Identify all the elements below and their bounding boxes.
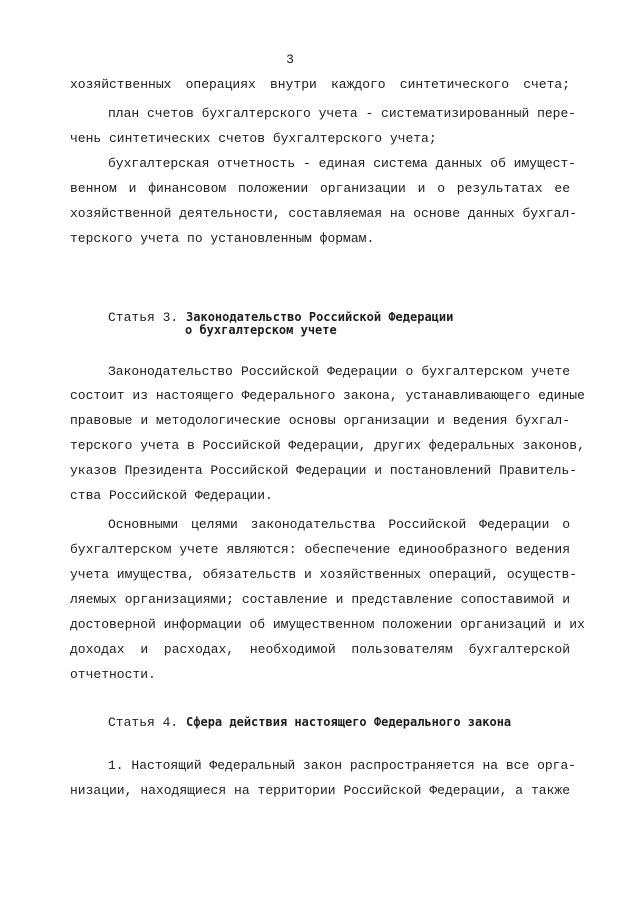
text-line: указов Президента Российской Федерации и постановлений Правитель-	[70, 463, 578, 478]
text-line: хозяйственных операциях внутри каждого синтетического счета;	[70, 77, 570, 92]
text-line: 1. Настоящий Федеральный закон распространяется на все орга-	[108, 758, 577, 773]
text-line: ства Российской Федерации.	[70, 488, 273, 503]
article-4-title: Сфера действия настоящего Федерального закона	[186, 715, 512, 729]
article-3-title-continuation: о бухгалтерском учете	[185, 323, 337, 337]
text-line: Основными целями законодательства Российской Федерации о	[108, 517, 570, 532]
text-line: достоверной информации об имущественном положении организаций и их	[70, 617, 585, 632]
text-line: бухгалтерском учете являются: обеспечение единообразного ведения	[70, 542, 570, 557]
text-line: отчетности.	[70, 667, 156, 682]
text-line: бухгалтерская отчетность - единая система данных об имущест-	[108, 156, 577, 171]
text-line: терского учета по установленным формам.	[70, 231, 375, 246]
article-4-heading	[108, 714, 511, 731]
text-line: чень синтетических счетов бухгалтерского учета;	[70, 131, 437, 146]
text-line: низации, находящиеся на территории Российской Федерации, а также	[70, 783, 570, 798]
article-3-label: Статья 3.	[108, 310, 179, 325]
text-line: хозяйственной деятельности, составляемая на основе данных бухгал-	[70, 206, 578, 221]
text-line: венном и финансовом положении организации и о результатах ее	[70, 181, 570, 196]
article-3-title: Законодательство Российской Федерации	[186, 310, 454, 324]
text-line: учета имущества, обязательств и хозяйственных операций, осуществ-	[70, 567, 578, 582]
text-line: ляемых организациями; составление и представление сопоставимой и	[70, 592, 570, 607]
article-4-label: Статья 4.	[108, 715, 179, 730]
text-line: Законодательство Российской Федерации о бухгалтерском учете	[108, 364, 570, 379]
text-line: правовые и методологические основы организации и ведения бухгал-	[70, 413, 570, 428]
text-line: доходах и расходах, необходимой пользователям бухгалтерской	[70, 642, 570, 657]
text-line: состоит из настоящего Федерального закона, устанавливающего единые	[70, 388, 585, 403]
page-number: 3	[286, 52, 294, 67]
text-line: план счетов бухгалтерского учета - систематизированный пере-	[108, 106, 577, 121]
text-line: терского учета в Российской Федерации, других федеральных законов,	[70, 438, 585, 453]
